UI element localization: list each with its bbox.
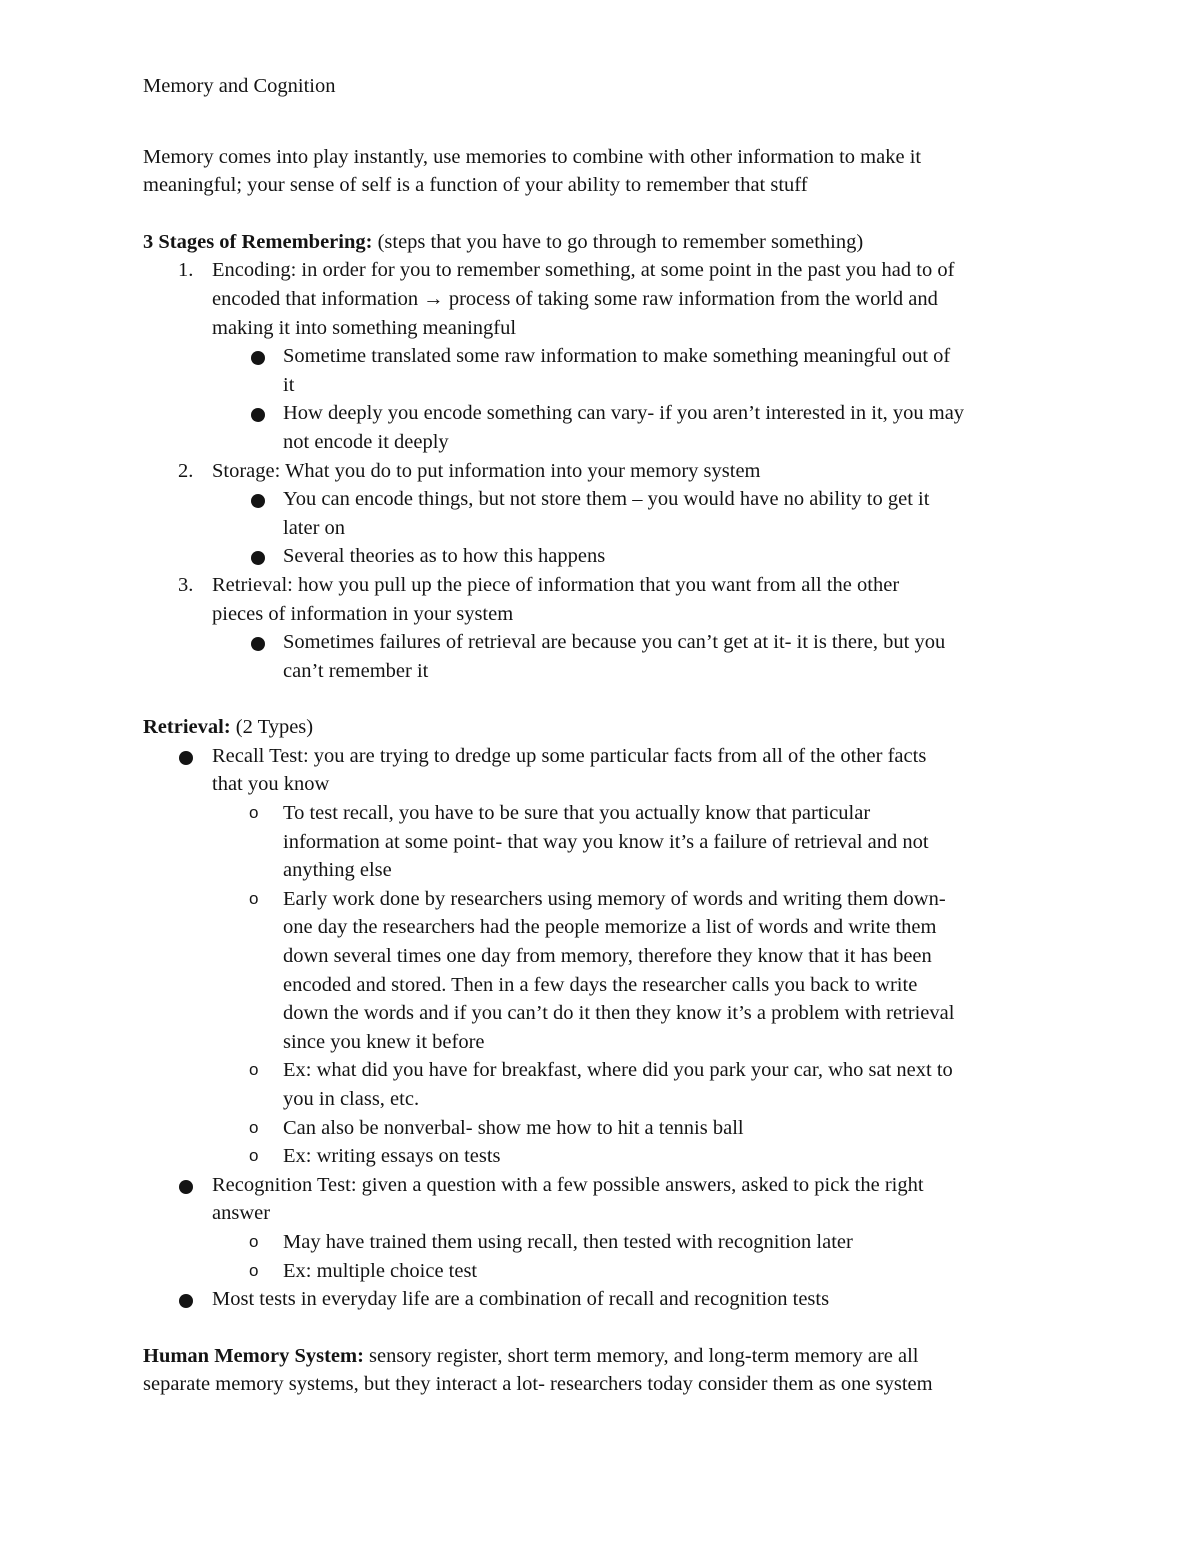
stage-text: Encoding: in order for you to remember something, at some point in the past you had to of <box>212 259 955 282</box>
filled-bullet-icon <box>251 551 265 565</box>
stage-bullet-text: You can encode things, but not store them – you would have no ability to get it <box>283 488 930 511</box>
stage-bullet-text: How deeply you encode something can vary- if you aren’t interested in it, you may <box>283 402 965 425</box>
sub-bullet-line: anything else <box>283 859 392 882</box>
filled-bullet-icon <box>251 351 265 365</box>
hollow-bullet-icon: o <box>249 803 259 823</box>
stage-bullet-text: Sometimes failures of retrieval are because you can’t get at it- it is there, but you <box>283 631 946 654</box>
stage-bullet <box>143 485 1060 514</box>
sub-bullet-text: May have trained them using recall, then tested with recognition later <box>283 1230 853 1253</box>
retrieval-heading: Retrieval: <box>143 716 231 739</box>
sub-bullet <box>143 1056 1060 1085</box>
sub-bullet <box>143 1257 1060 1286</box>
stage-bullet-line: can’t remember it <box>283 659 429 682</box>
retrieval-item-line: answer <box>212 1202 271 1225</box>
document-title: Memory and Cognition <box>143 75 336 97</box>
stage-text-line: making it into something meaningful <box>212 316 517 339</box>
stage-bullet <box>143 399 1060 428</box>
retrieval-item-text: Recall Test: you are trying to dredge up some particular facts from all of the other facts <box>212 744 927 767</box>
filled-bullet-icon <box>179 1180 193 1194</box>
sub-bullet-line: down the words and if you can’t do it then they know it’s a problem with retrieval <box>283 1002 955 1025</box>
human-memory-section <box>143 1342 1060 1399</box>
stage-bullet-text: Sometime translated some raw information to make something meaningful out of <box>283 345 951 368</box>
retrieval-item-text: Recognition Test: given a question with a few possible answers, asked to pick the right <box>212 1173 924 1196</box>
stage-text: Retrieval: how you pull up the piece of information that you want from all the other <box>212 573 900 596</box>
retrieval-item <box>143 1171 1060 1200</box>
stages-section <box>143 228 1060 686</box>
human-memory-text: sensory register, short term memory, and long-term memory are all <box>363 1344 919 1367</box>
retrieval-heading-line <box>143 713 1060 742</box>
stage-bullet-text: Several theories as to how this happens <box>283 545 606 568</box>
sub-bullet <box>143 1114 1060 1143</box>
sub-bullet <box>143 1228 1060 1257</box>
intro-paragraph <box>143 143 1060 200</box>
stage-text-line: encoded that information → process of taking some raw information from the world and <box>212 287 938 310</box>
filled-bullet-icon <box>179 751 193 765</box>
stages-heading-note: (steps that you have to go through to remember something) <box>372 230 864 253</box>
filled-bullet-icon <box>251 637 265 651</box>
human-memory-heading: Human Memory System: <box>143 1344 364 1367</box>
stages-heading-line <box>143 228 1060 257</box>
filled-bullet-icon <box>251 408 265 422</box>
stage-number: 1. <box>178 259 194 282</box>
stage-bullet-line: it <box>283 373 295 396</box>
sub-bullet-text: Can also be nonverbal- show me how to hit a tennis ball <box>283 1116 744 1139</box>
filled-bullet-icon <box>179 1294 193 1308</box>
sub-bullet <box>143 885 1060 914</box>
sub-bullet-line: you in class, etc. <box>283 1088 420 1110</box>
sub-bullet-line: down several times one day from memory, therefore they know that it has been <box>283 945 932 968</box>
sub-bullet-line: since you knew it before <box>283 1030 485 1053</box>
sub-bullet-text: Early work done by researchers using memory of words and writing them down- <box>283 887 946 910</box>
hollow-bullet-icon: o <box>249 1260 259 1280</box>
human-memory-line: separate memory systems, but they interact a lot- researchers today consider them as one system <box>143 1373 933 1396</box>
hollow-bullet-icon: o <box>249 888 259 908</box>
filled-bullet-icon <box>251 494 265 508</box>
retrieval-item-text: Most tests in everyday life are a combination of recall and recognition tests <box>212 1288 830 1311</box>
intro-line: Memory comes into play instantly, use memories to combine with other information to make it <box>143 145 922 168</box>
hollow-bullet-icon: o <box>249 1060 259 1080</box>
stage-text-line: pieces of information in your system <box>212 602 514 625</box>
retrieval-heading-note: (2 Types) <box>230 716 314 739</box>
hollow-bullet-icon: o <box>249 1231 259 1251</box>
stage-bullet-line: not encode it deeply <box>283 430 449 453</box>
stage-item <box>143 256 1060 285</box>
stage-bullet <box>143 342 1060 371</box>
retrieval-item-line: that you know <box>212 773 330 796</box>
stages-heading: 3 Stages of Remembering: <box>143 230 373 253</box>
sub-bullet-text: To test recall, you have to be sure that you actually know that particular <box>283 802 871 825</box>
stage-bullet <box>143 628 1060 657</box>
sub-bullet-text: Ex: multiple choice test <box>283 1259 478 1282</box>
stage-bullet-line: later on <box>283 516 346 539</box>
stage-item <box>143 571 1060 600</box>
sub-bullet-line: one day the researchers had the people memorize a list of words and write them <box>283 916 937 939</box>
stage-item <box>143 457 1060 486</box>
sub-bullet-line: information at some point- that way you know it’s a failure of retrieval and not <box>283 830 929 853</box>
human-memory-line <box>143 1342 1060 1371</box>
sub-bullet <box>143 1142 1060 1171</box>
stage-number: 3. <box>178 573 194 596</box>
stage-number: 2. <box>178 459 194 482</box>
intro-line: meaningful; your sense of self is a function of your ability to remember that stuff <box>143 174 808 197</box>
stage-bullet <box>143 542 1060 571</box>
sub-bullet-text: Ex: writing essays on tests <box>283 1145 501 1168</box>
sub-bullet-text: Ex: what did you have for breakfast, where did you park your car, who sat next to <box>283 1059 953 1082</box>
sub-bullet-line: encoded and stored. Then in a few days the researcher calls you back to write <box>283 973 918 996</box>
hollow-bullet-icon: o <box>249 1117 259 1137</box>
retrieval-item <box>143 742 1060 771</box>
stage-text: Storage: What you do to put information into your memory system <box>212 459 761 482</box>
retrieval-section <box>143 713 1060 1313</box>
retrieval-item <box>143 1285 1060 1314</box>
hollow-bullet-icon: o <box>249 1146 259 1166</box>
sub-bullet <box>143 799 1060 828</box>
